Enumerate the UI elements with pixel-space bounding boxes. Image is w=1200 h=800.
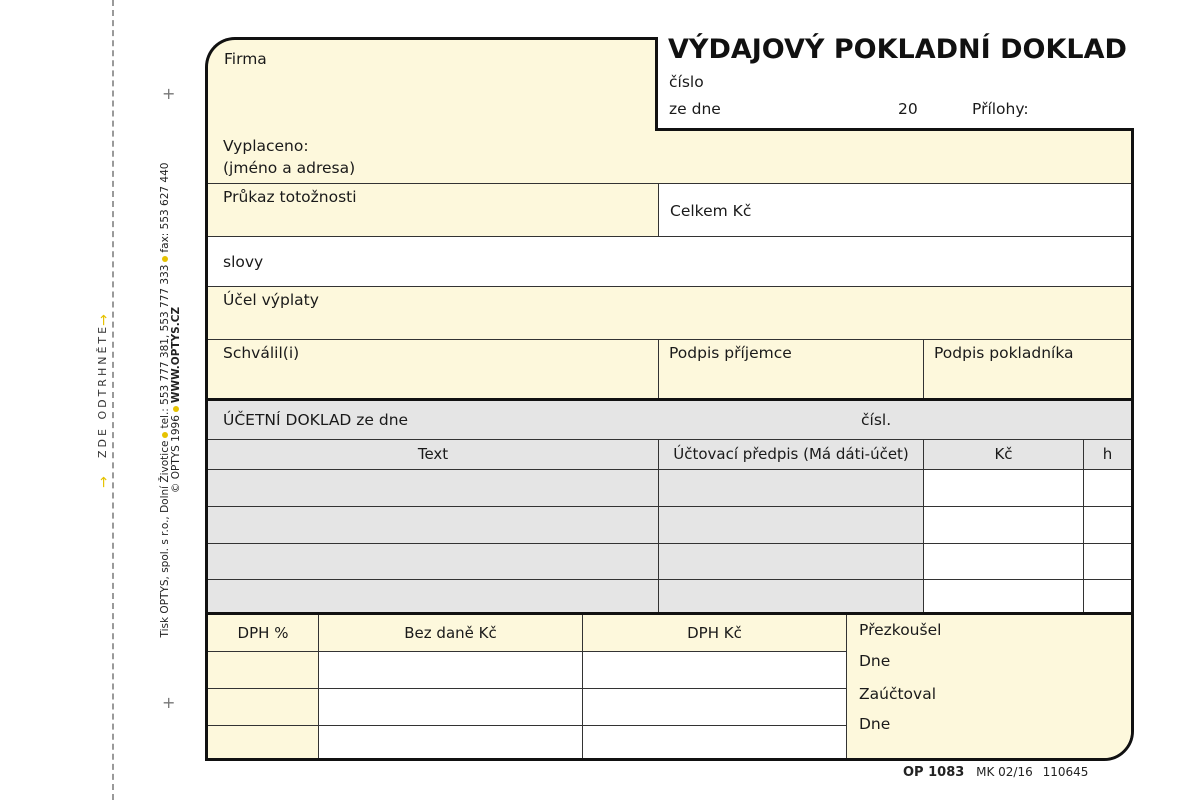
tear-line [112,0,114,800]
table-row-booking[interactable] [658,543,923,579]
vat-percent-cell[interactable] [208,725,318,761]
accounting-date-label: ÚČETNÍ DOKLAD ze dne [223,411,409,429]
recipient-signature-label: Podpis příjemce [669,344,792,362]
vat-percent-header: DPH % [208,615,318,651]
vat-base-cell[interactable] [318,725,582,761]
website: WWW.OPTYS.CZ [170,306,182,404]
vat-base-header: Bez daně Kč [318,615,582,651]
paid-to-sublabel: (jméno a adresa) [223,159,356,177]
vat-section [205,612,1134,761]
table-row-text[interactable] [208,579,658,614]
payment-section [205,128,1134,398]
cashier-signature-label: Podpis pokladníka [934,344,1074,362]
divider [655,37,658,131]
table-row-booking[interactable] [658,579,923,614]
dot-icon [162,432,168,438]
form-title: VÝDAJOVÝ POKLADNÍ DOKLAD [668,34,1127,65]
vat-amount-cell[interactable] [582,651,846,688]
total-label: Celkem Kč [670,202,752,220]
paid-to-field[interactable] [208,131,1131,183]
verification-field[interactable] [846,615,1131,761]
table-row-h[interactable] [1083,469,1131,506]
table-row-booking[interactable] [658,469,923,506]
accounting-section [205,398,1134,614]
column-czk: Kč [923,439,1083,469]
registration-mark-bottom: + [162,693,176,712]
checked-by-label: Přezkoušel [859,621,942,639]
paid-to-label: Vyplaceno: [223,137,309,155]
id-card-field[interactable] [208,183,658,236]
accounting-header [208,401,1131,439]
date-label: ze dne [669,100,721,118]
company-label: Firma [224,50,267,68]
column-h: h [1083,439,1131,469]
id-card-label: Průkaz totožnosti [223,188,357,206]
table-row-czk[interactable] [923,469,1083,506]
column-booking: Účtovací předpis (Má dáti-účet) [658,439,923,469]
vat-base-cell[interactable] [318,688,582,725]
date-label-1: Dne [859,652,891,670]
table-row-booking[interactable] [658,506,923,543]
purpose-label: Účel výplaty [223,291,319,309]
column-text: Text [208,439,658,469]
form-code [903,765,1088,780]
attachments-label: Přílohy: [972,100,1029,118]
table-row-czk[interactable] [923,506,1083,543]
company-field[interactable] [205,37,657,131]
table-row-czk[interactable] [923,543,1083,579]
arrow-up-icon: → [96,476,112,488]
form-serial: 110645 [1042,765,1089,779]
tear-label: ZDE ODTRHNĚTE [96,323,109,458]
posted-by-label: Zaúčtoval [859,685,937,703]
table-row-text[interactable] [208,506,658,543]
registration-mark-top: + [162,84,176,103]
arrow-up-icon: → [96,314,112,326]
dot-icon [173,406,179,412]
vat-percent-cell[interactable] [208,651,318,688]
total-field[interactable] [658,183,1131,236]
vat-base-cell[interactable] [318,651,582,688]
vat-percent-cell[interactable] [208,688,318,725]
table-row-h[interactable] [1083,506,1131,543]
in-words-field[interactable] [208,236,1131,286]
dot-icon [162,256,168,262]
recipient-signature-field[interactable] [658,339,923,398]
printer-name: Tisk OPTYS, spol. s r.o., Dolní Životice [159,440,171,638]
date-label-2: Dne [859,715,891,733]
form-version: MK 02/16 [976,765,1033,779]
cashier-signature-field[interactable] [923,339,1131,398]
table-row-czk[interactable] [923,579,1083,614]
accounting-number-label: čísl. [861,411,892,429]
in-words-label: slovy [223,253,264,271]
copyright: © OPTYS 1996 [170,415,182,494]
table-row-text[interactable] [208,543,658,579]
printer-phone: tel.: 553 777 381, 553 777 333 [159,264,171,429]
vat-amount-header: DPH Kč [582,615,846,651]
year-prefix: 20 [898,100,918,118]
number-label: číslo [669,73,704,91]
printer-fax: fax: 553 627 440 [159,162,171,253]
table-row-text[interactable] [208,469,658,506]
vat-amount-cell[interactable] [582,725,846,761]
table-row-h[interactable] [1083,543,1131,579]
table-row-h[interactable] [1083,579,1131,614]
approved-field[interactable] [208,339,658,398]
purpose-field[interactable] [208,286,1131,339]
approved-label: Schválil(i) [223,344,300,362]
form-number: OP 1083 [903,765,965,780]
copyright-info [170,230,186,570]
vat-amount-cell[interactable] [582,688,846,725]
